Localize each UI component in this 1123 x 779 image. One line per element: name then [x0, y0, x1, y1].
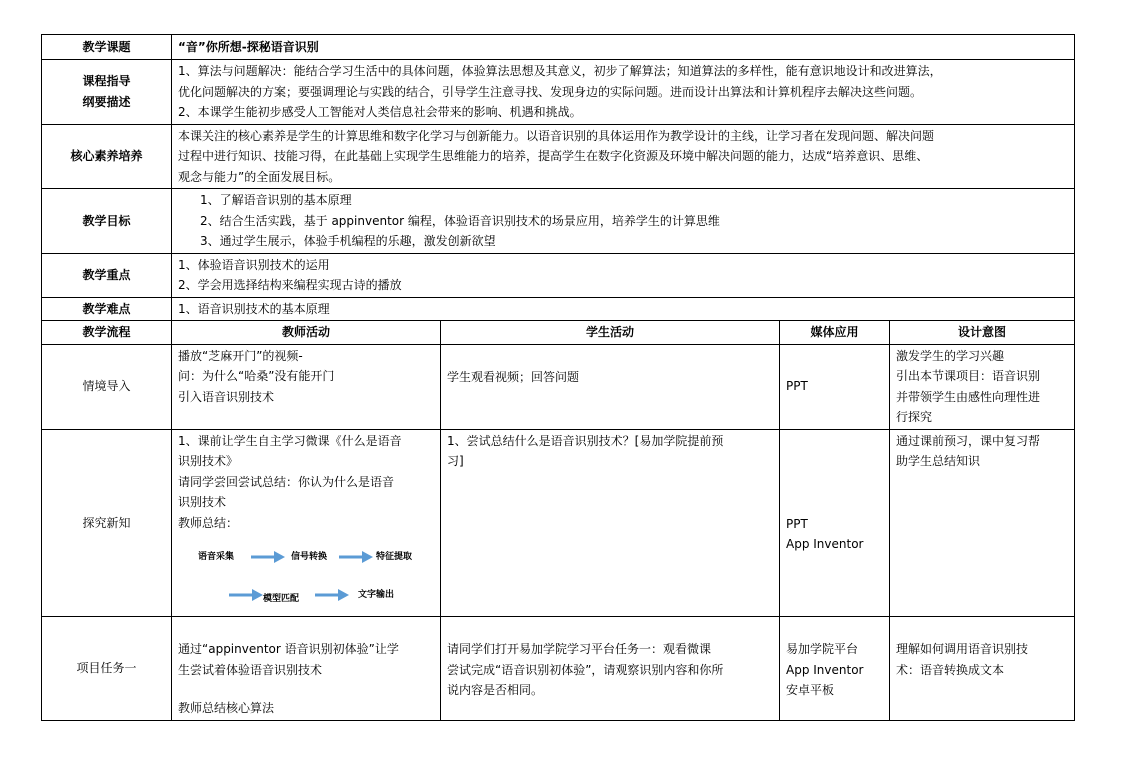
teacher-line: 1、课前让学生自主学习微课《什么是语音 — [178, 433, 402, 448]
phase-label: 项目任务一 — [42, 617, 172, 721]
key-item: 2、学会用选择结构来编程实现古诗的播放 — [178, 278, 402, 292]
difficulty-row — [42, 297, 1075, 321]
goals-label: 教学目标 — [42, 189, 172, 254]
flow-step-output: 文字输出 — [358, 590, 395, 600]
intent-line: 引出本节课项目：语音识别 — [896, 369, 1041, 383]
flow-step-collect: 语音采集 — [198, 552, 235, 562]
header-student: 学生活动 — [441, 321, 780, 345]
intent-line: 助学生总结知识 — [896, 454, 981, 468]
difficulty-text — [172, 297, 1075, 321]
guide-label-line: 课程指导 — [82, 74, 131, 89]
teacher-line: 请同学尝回尝试总结：你认为什么是语音 — [178, 474, 395, 489]
student-line: 说内容是否相同。 — [447, 683, 544, 697]
student-line: 习] — [447, 454, 464, 468]
media-usage — [780, 617, 890, 721]
speech-recognition-flow-diagram — [178, 543, 434, 615]
process-header-row — [42, 321, 1075, 345]
header-teacher: 教师活动 — [172, 321, 441, 345]
flow-step-convert: 信号转换 — [291, 552, 328, 562]
key-text — [172, 253, 1075, 297]
process-row-explore — [42, 429, 1075, 617]
design-intent — [890, 617, 1075, 721]
flow-step-match: 模型匹配 — [263, 594, 300, 604]
media-usage — [780, 429, 890, 617]
topic-label: 教学课题 — [42, 35, 172, 60]
student-activity — [441, 429, 780, 617]
intent-line: 通过课前预习，课中复习帮 — [896, 433, 1041, 448]
intent-line: 理解如何调用语音识别技 — [896, 642, 1029, 656]
media-item: App Inventor — [786, 537, 864, 551]
teacher-activity — [172, 617, 441, 721]
literacy-line: 本课关注的核心素养是学生的计算思维和数字化学习与创新能力。以语音识别的具体运用作为教学设计的主线，让学习者在发现问题、解决问题 — [178, 128, 935, 143]
teacher-line: 生尝试着体验语音识别技术 — [178, 662, 323, 677]
guide-line: 1、算法与问题解决：能结合学习生活中的具体问题，体验算法思想及其意义，初步了解算法；知道算法的多样性，能有意识地设计和改进算法， — [178, 64, 942, 78]
goal-item: 3、通过学生展示，体验手机编程的乐趣，激发创新欲望 — [200, 234, 496, 248]
student-activity — [441, 344, 780, 429]
goals-text — [172, 189, 1075, 254]
media-usage — [780, 344, 890, 429]
flow-arrow-icon — [228, 587, 264, 603]
literacy-text — [172, 124, 1075, 189]
goal-item: 1、了解语音识别的基本原理 — [200, 193, 352, 207]
process-row-task1 — [42, 617, 1075, 721]
topic-value: “音”你所想-探秘语音识别 — [172, 35, 1075, 60]
media-item: 易加学院平台 — [786, 642, 859, 656]
teacher-activity — [172, 344, 441, 429]
media-item: App Inventor — [786, 662, 864, 677]
media-item: PPT — [786, 516, 808, 531]
teacher-line: 识别技术 — [178, 495, 227, 509]
teacher-line: 识别技术》 — [178, 454, 239, 468]
teacher-line: 教师总结： — [178, 515, 239, 530]
flow-arrow-icon — [314, 587, 350, 603]
phase-label: 情境导入 — [42, 344, 172, 429]
design-intent — [890, 344, 1075, 429]
intent-line: 并带领学生由感性向理性进 — [896, 389, 1041, 404]
key-label: 教学重点 — [42, 253, 172, 297]
teacher-line: 通过“appinventor 语音识别初体验”让学 — [178, 642, 399, 656]
literacy-label: 核心素养培养 — [42, 124, 172, 189]
key-row — [42, 253, 1075, 297]
intent-line: 激发学生的学习兴趣 — [896, 348, 1005, 363]
teacher-line: 播放“芝麻开门”的视频- — [178, 348, 303, 363]
goal-item: 2、结合生活实践，基于 appinventor 编程，体验语音识别技术的场景应用，培养学生的计算思维 — [200, 213, 720, 228]
guide-label — [42, 60, 172, 125]
guide-line: 2、本课学生能初步感受人工智能对人类信息社会带来的影响、机遇和挑战。 — [178, 105, 582, 119]
intent-line: 术：语音转换成文本 — [896, 662, 1005, 677]
difficulty-label: 教学难点 — [42, 297, 172, 321]
flow-arrow-icon — [338, 549, 374, 565]
student-line: 请同学们打开易加学院学习平台任务一：观看微课 — [447, 642, 712, 656]
student-line: 尝试完成“语音识别初体验”，请观察识别内容和你所 — [447, 662, 724, 677]
guide-row — [42, 60, 1075, 125]
key-item: 1、体验语音识别技术的运用 — [178, 257, 330, 272]
literacy-row — [42, 124, 1075, 189]
topic-row — [42, 35, 1075, 60]
header-process: 教学流程 — [42, 321, 172, 345]
teacher-line: 问：为什么“哈桑”没有能开门 — [178, 369, 335, 383]
guide-text — [172, 60, 1075, 125]
goals-row — [42, 189, 1075, 254]
student-line: 学生观看视频；回答问题 — [447, 369, 580, 384]
lesson-plan-table — [41, 34, 1075, 721]
guide-label-line: 纲要描述 — [82, 94, 131, 109]
media-item: 安卓平板 — [786, 683, 835, 697]
header-media: 媒体应用 — [780, 321, 890, 345]
guide-line: 优化问题解决的方案；要强调理论与实践的结合，引导学生注意寻找、发现身边的实际问题。进而设计出算法和计算机程序去解决这些问题。 — [178, 84, 923, 99]
teacher-line: 引入语音识别技术 — [178, 389, 275, 404]
phase-label: 探究新知 — [42, 429, 172, 617]
student-line: 1、尝试总结什么是语音识别技术？[易加学院提前预 — [447, 433, 724, 448]
literacy-line: 观念与能力”的全面发展目标。 — [178, 169, 341, 184]
media-item: PPT — [786, 379, 808, 394]
student-activity — [441, 617, 780, 721]
literacy-line: 过程中进行知识、技能习得，在此基础上实现学生思维能力的培养，提高学生在数字化资源及环境中解决问题的能力，达成“培养意识、思维、 — [178, 149, 929, 163]
design-intent — [890, 429, 1075, 617]
header-intent: 设计意图 — [890, 321, 1075, 345]
flow-arrow-icon — [250, 549, 286, 565]
teacher-activity — [172, 429, 441, 617]
difficulty-item: 1、语音识别技术的基本原理 — [178, 301, 330, 316]
flow-step-extract: 特征提取 — [376, 552, 413, 562]
intent-line: 行探究 — [896, 410, 933, 424]
process-row-intro — [42, 344, 1075, 429]
teacher-summary: 教师总结核心算法 — [178, 701, 275, 715]
